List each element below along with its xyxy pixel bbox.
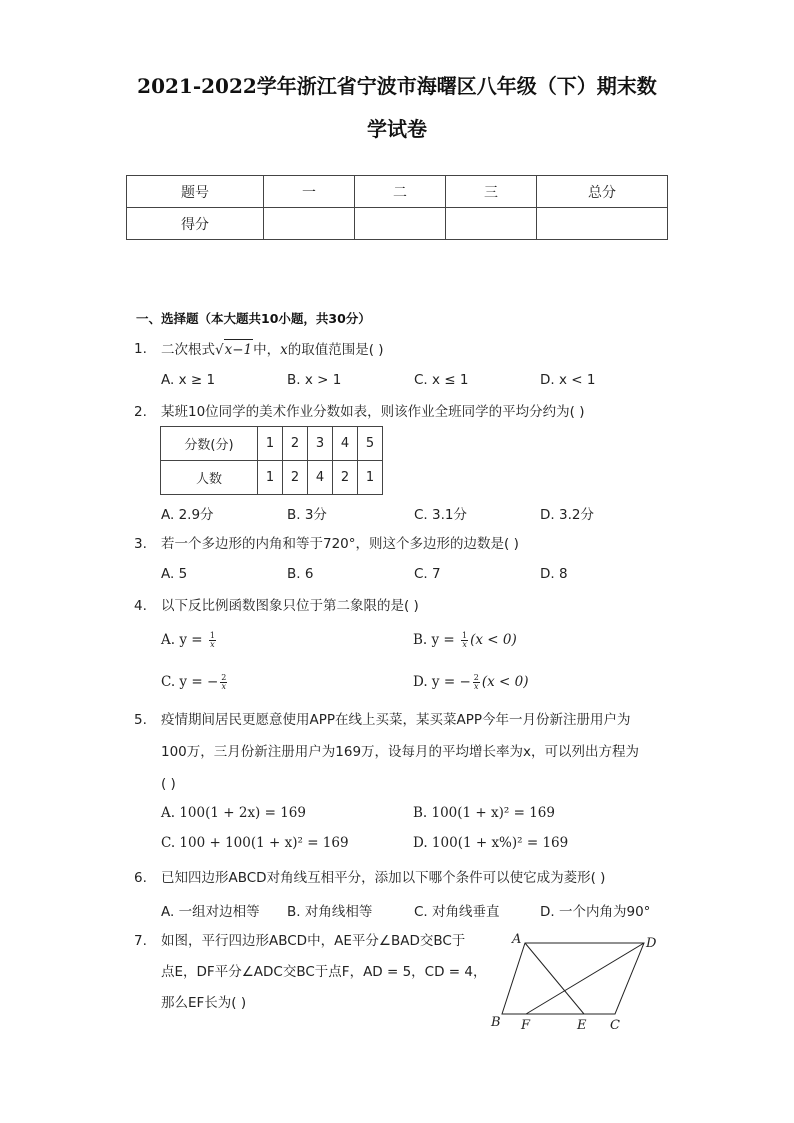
- option-a-label: A. y =: [161, 632, 207, 648]
- option-b[interactable]: B. x > 1: [287, 372, 342, 388]
- question-7-line1: 如图，平行四边形ABCD中，AE平分∠BAD交BC于: [161, 933, 466, 949]
- option-b[interactable]: B. 100(1 + x)² = 169: [413, 805, 555, 821]
- document-title-line2: 学试卷: [367, 117, 427, 141]
- label-c: C: [610, 1018, 620, 1033]
- table-cell: 2: [333, 461, 358, 495]
- fraction: [461, 632, 468, 649]
- score-cell[interactable]: [446, 208, 537, 240]
- label-f: F: [521, 1018, 531, 1033]
- question-5-line2: 100万，三月份新注册用户为169万，设每月的平均增长率为x，可以列出方程为: [161, 744, 640, 760]
- document-title-line1: 2021-2022学年浙江省宁波市海曙区八年级（下）期末数: [137, 74, 657, 98]
- score-table: [126, 175, 668, 240]
- label-e: E: [577, 1018, 587, 1033]
- score-header-cell: 二: [355, 176, 446, 208]
- question-2-stem: 某班10位同学的美术作业分数如表，则该作业全班同学的平均分约为( ): [161, 404, 585, 420]
- question-5-line3: ( ): [161, 776, 176, 792]
- numerator: 1: [209, 631, 215, 640]
- question-3-stem: 若一个多边形的内角和等于720°，则这个多边形的边数是( ): [161, 536, 519, 552]
- option-a[interactable]: A. 2.9分: [161, 507, 214, 523]
- score-header-cell: 题号: [127, 176, 264, 208]
- question-number: 1.: [134, 341, 147, 357]
- condition: (x < 0): [481, 674, 529, 690]
- option-b[interactable]: [413, 632, 517, 649]
- option-c[interactable]: C. x ≤ 1: [414, 372, 469, 388]
- numerator: 2: [473, 673, 479, 682]
- question-number: 6.: [134, 870, 147, 886]
- score-row-label: 得分: [127, 208, 264, 240]
- q1-var: x: [280, 342, 288, 358]
- table-row-label: 人数: [161, 461, 258, 495]
- question-7-line3: 那么EF长为( ): [161, 995, 247, 1011]
- option-d[interactable]: D. 8: [540, 566, 568, 582]
- label-a: A: [512, 932, 522, 947]
- option-c[interactable]: [161, 674, 229, 691]
- segment-ae: [525, 943, 584, 1014]
- condition: (x < 0): [470, 632, 517, 648]
- option-d[interactable]: D. x < 1: [540, 372, 596, 388]
- q1-text-post: 的取值范围是( ): [287, 342, 384, 358]
- table-cell: 2: [283, 427, 308, 461]
- option-a[interactable]: A. 5: [161, 566, 188, 582]
- fraction: [220, 674, 227, 691]
- score-cell[interactable]: [264, 208, 355, 240]
- question-number: 2.: [134, 404, 147, 420]
- fraction: [473, 674, 480, 691]
- option-d[interactable]: D. 100(1 + x%)² = 169: [413, 835, 569, 851]
- option-c[interactable]: C. 3.1分: [414, 507, 467, 523]
- label-d: D: [646, 936, 657, 951]
- denominator: x: [474, 682, 479, 691]
- option-c-label: C. y = −: [161, 674, 219, 690]
- option-c[interactable]: C. 7: [414, 566, 441, 582]
- segment-df: [526, 943, 644, 1014]
- question-6-stem: 已知四边形ABCD对角线互相平分，添加以下哪个条件可以使它成为菱形( ): [161, 870, 606, 886]
- score-header-cell: 三: [446, 176, 537, 208]
- option-a[interactable]: A. 一组对边相等: [161, 904, 260, 920]
- option-b[interactable]: B. 对角线相等: [287, 904, 373, 920]
- question-1-stem: [161, 339, 384, 360]
- option-c[interactable]: C. 对角线垂直: [414, 904, 500, 920]
- score-distribution-table: [160, 426, 383, 495]
- option-d[interactable]: D. 3.2分: [540, 507, 594, 523]
- question-number: 7.: [134, 933, 147, 949]
- numerator: 1: [462, 631, 468, 640]
- parallelogram-abcd: [502, 943, 644, 1014]
- q1-radicand: x−1: [224, 339, 254, 360]
- question-number: 4.: [134, 598, 147, 614]
- q1-text-pre: 二次根式: [161, 342, 215, 358]
- label-b: B: [491, 1015, 501, 1030]
- option-d[interactable]: D. 一个内角为90°: [540, 904, 651, 920]
- option-b-label: B. y =: [413, 632, 460, 648]
- score-cell[interactable]: [355, 208, 446, 240]
- table-cell: 4: [333, 427, 358, 461]
- question-number: 3.: [134, 536, 147, 552]
- denominator: x: [221, 682, 227, 691]
- option-a[interactable]: A. 100(1 + 2x) = 169: [161, 805, 306, 821]
- option-c[interactable]: C. 100 + 100(1 + x)² = 169: [161, 835, 349, 851]
- score-header-cell: 总分: [537, 176, 668, 208]
- option-d[interactable]: [413, 674, 529, 691]
- sqrt-icon: √: [215, 342, 224, 358]
- option-d-label: D. y = −: [413, 674, 471, 690]
- question-7-line2: 点E，DF平分∠ADC交BC于点F，AD = 5，CD = 4，: [161, 964, 487, 980]
- question-number: 5.: [134, 712, 147, 728]
- fraction: [209, 632, 216, 649]
- table-row-label: 分数(分): [161, 427, 258, 461]
- table-cell: 4: [308, 461, 333, 495]
- table-cell: 3: [308, 427, 333, 461]
- denominator: x: [462, 640, 467, 649]
- question-4-stem: 以下反比例函数图象只位于第二象限的是( ): [161, 598, 419, 614]
- question-5-line1: 疫情期间居民更愿意使用APP在线上买菜，某买菜APP今年一月份新注册用户为: [161, 712, 631, 728]
- score-cell[interactable]: [537, 208, 668, 240]
- denominator: x: [210, 640, 215, 649]
- option-a[interactable]: A. x ≥ 1: [161, 372, 216, 388]
- option-b[interactable]: B. 3分: [287, 507, 327, 523]
- q1-text-mid: 中，: [253, 342, 281, 358]
- table-cell: 2: [283, 461, 308, 495]
- option-b[interactable]: B. 6: [287, 566, 314, 582]
- section-heading: 一、选择题（本大题共10小题，共30分）: [136, 311, 371, 326]
- numerator: 2: [221, 673, 227, 682]
- table-cell: 1: [258, 427, 283, 461]
- option-a[interactable]: [161, 632, 218, 649]
- score-header-cell: 一: [264, 176, 355, 208]
- table-cell: 5: [358, 427, 383, 461]
- table-cell: 1: [258, 461, 283, 495]
- table-cell: 1: [358, 461, 383, 495]
- parallelogram-figure: [484, 926, 664, 1036]
